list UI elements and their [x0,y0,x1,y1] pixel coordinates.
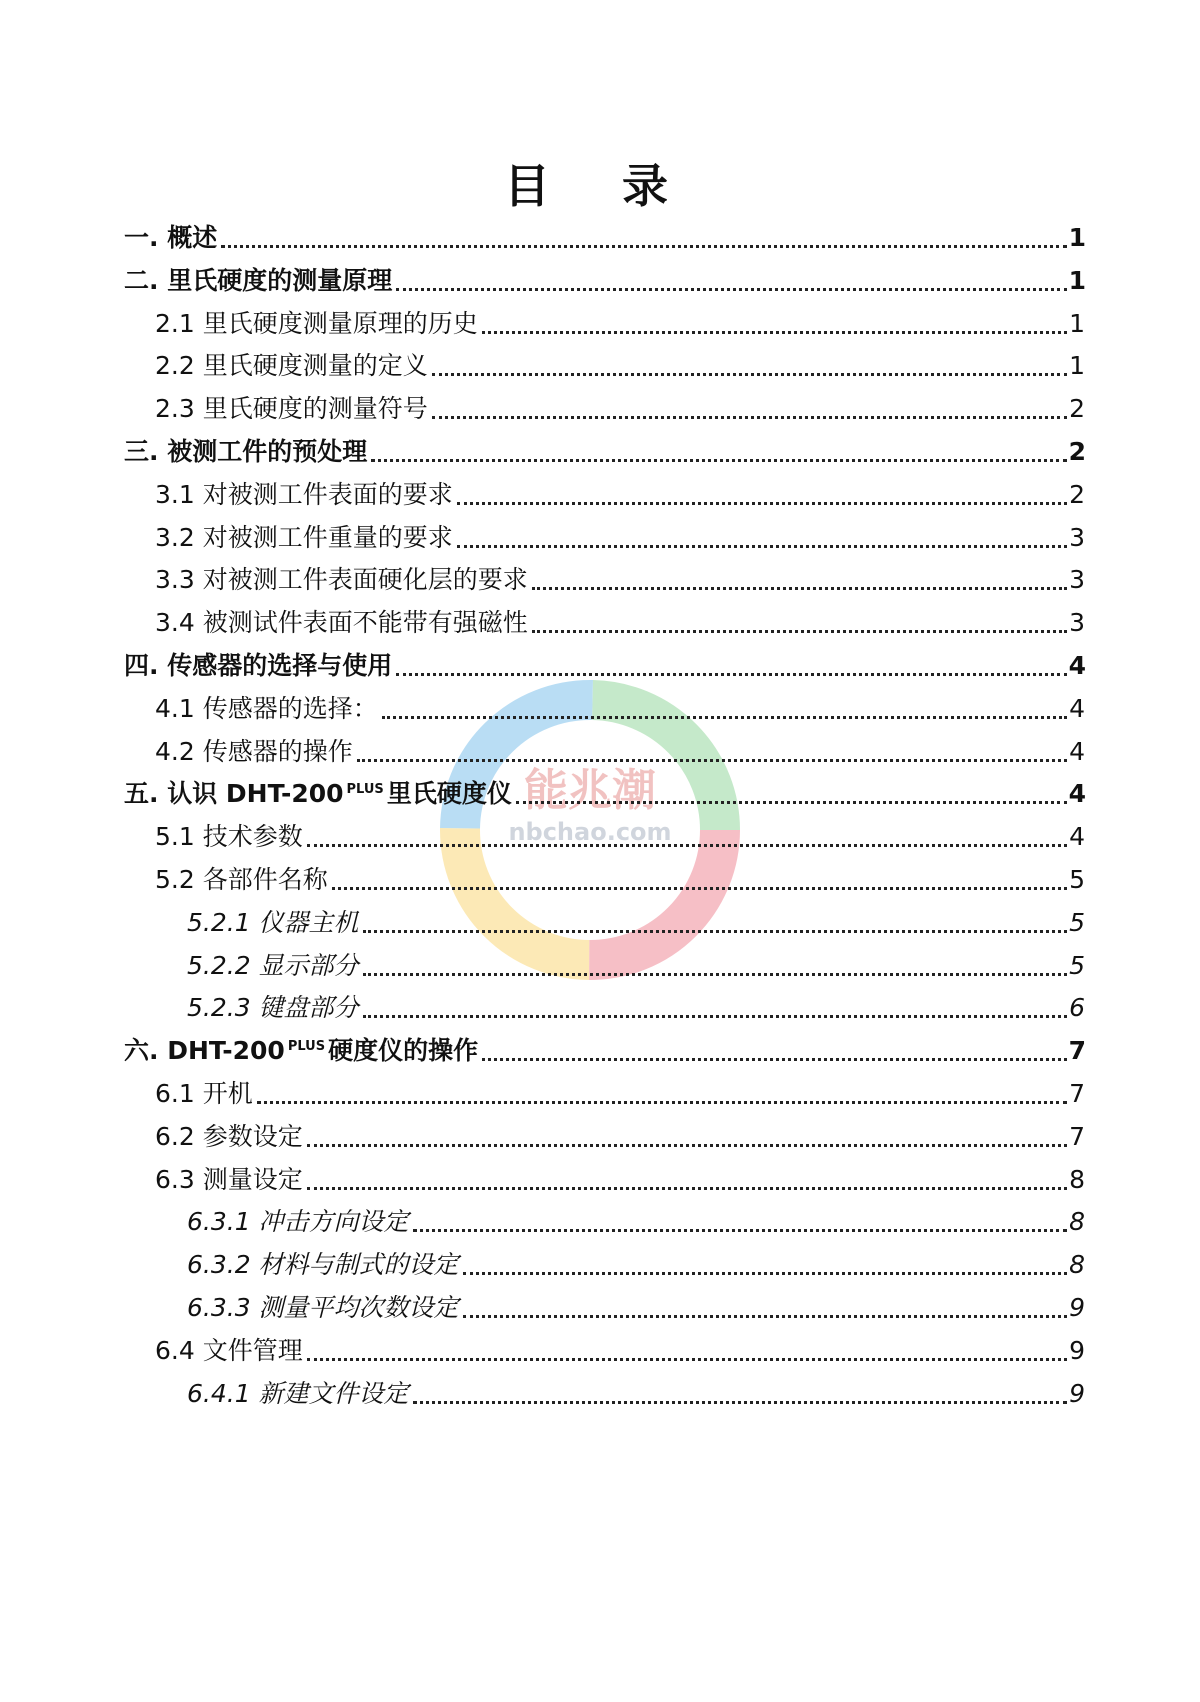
toc-entry[interactable] [155,732,1085,772]
toc-leader-dots [257,1101,1067,1104]
toc-entry-text-part: 里氏硬度仪 [386,779,512,809]
toc-entry-text: 四. 传感器的选择与使用 [124,651,393,680]
toc-page-number: 9 [1069,1335,1085,1365]
toc-leader-dots [382,716,1067,719]
toc-leader-dots [363,973,1068,976]
toc-entry[interactable] [187,1202,1085,1242]
toc-entry-text: 2.1 里氏硬度测量原理的历史 [155,308,478,338]
toc-leader-dots [396,673,1066,676]
toc-entry-superscript: PLUS [287,1038,326,1054]
toc-entry-text: 2.3 里氏硬度的测量符号 [155,394,428,424]
toc-leader-dots [357,759,1067,762]
toc-entry-text: 6.3.3 测量平均次数设定 [187,1293,459,1322]
toc-entry-text: 6.2 参数设定 [155,1121,303,1151]
toc-leader-dots [413,1229,1068,1232]
toc-page-number: 1 [1069,308,1085,338]
toc-entry[interactable] [124,432,1086,472]
toc-leader-dots [532,630,1067,633]
toc-page-number: 7 [1069,1121,1085,1151]
toc-entry[interactable] [155,389,1085,429]
watermark-text-en: nbchao.com [508,818,672,846]
toc-leader-dots [516,801,1067,804]
toc-leader-dots [413,1401,1068,1404]
toc-entry[interactable] [187,1288,1085,1328]
toc-entry[interactable] [155,346,1085,386]
toc-leader-dots [363,930,1068,933]
toc-entry-text: 一. 概述 [124,223,218,252]
toc-page-number: 3 [1069,565,1085,595]
toc-entry[interactable] [124,1031,1086,1071]
toc-leader-dots [307,1187,1067,1190]
toc-leader-dots [363,1015,1068,1018]
toc-page-number: 8 [1069,1164,1085,1194]
toc-entry-text [124,774,512,814]
toc-entry-text: 6.3.1 冲击方向设定 [187,1207,409,1237]
toc-page-number: 1 [1068,265,1086,295]
toc-page-number: 4 [1069,736,1085,766]
toc-entry-text: 3.2 对被测工件重量的要求 [155,522,453,552]
toc-entry[interactable] [124,218,1086,258]
toc-entry[interactable] [155,475,1085,515]
toc-entry-text: 6.1 开机 [155,1079,253,1108]
toc-leader-dots [482,1058,1066,1061]
toc-entry[interactable] [155,560,1085,600]
toc-page-number: 3 [1069,522,1085,552]
toc-page-number: 4 [1068,651,1086,680]
toc-page-number: 7 [1068,1036,1086,1066]
toc-entry-text: 5.1 技术参数 [155,822,303,852]
toc-page-number: 2 [1069,394,1085,424]
toc-entry-text: 6.4 文件管理 [155,1335,303,1365]
toc-page-number: 9 [1069,1378,1085,1408]
toc-leader-dots [463,1272,1068,1275]
toc-entry-text: 4.1 传感器的选择： [155,693,378,723]
toc-page-number: 7 [1069,1079,1085,1108]
toc-entry[interactable] [187,946,1085,986]
toc-page-number: 8 [1069,1207,1085,1237]
toc-entry-text: 5.2.1 仪器主机 [187,907,359,937]
toc-page-number: 5 [1069,950,1085,980]
watermark-text-cn: 能兆潮 [524,765,656,816]
toc-leader-dots [307,1144,1067,1147]
toc-page-number: 6 [1069,993,1085,1023]
toc-leader-dots [463,1315,1068,1318]
toc-page-number: 1 [1068,223,1086,252]
toc-leader-dots [457,502,1067,505]
toc-leader-dots [482,331,1067,334]
toc-entry[interactable] [187,903,1085,943]
toc-leader-dots [432,373,1067,376]
toc-entry-text: 5.2.2 显示部分 [187,950,359,980]
toc-entry-text-part: 六. DHT-200 [124,1036,285,1066]
toc-page-number: 8 [1069,1250,1085,1280]
toc-leader-dots [432,416,1067,419]
toc-entry[interactable] [124,774,1086,814]
toc-page-number: 5 [1069,865,1085,894]
toc-entry[interactable] [155,518,1085,558]
toc-entry-text: 4.2 传感器的操作 [155,736,353,766]
toc-entry-text: 6.4.1 新建文件设定 [187,1378,409,1408]
toc-entry-text: 3.1 对被测工件表面的要求 [155,479,453,509]
toc-entry[interactable] [155,1160,1085,1200]
toc-entry-text: 二. 里氏硬度的测量原理 [124,265,393,295]
toc-entry-text: 3.3 对被测工件表面硬化层的要求 [155,565,528,595]
toc-entry-text: 6.3 测量设定 [155,1164,303,1194]
toc-page-number: 5 [1069,907,1085,937]
toc-page-number: 9 [1069,1293,1085,1322]
toc-entry[interactable] [124,261,1086,301]
toc-entry[interactable] [155,817,1085,857]
toc-entry[interactable] [124,646,1086,686]
toc-entry-text: 2.2 里氏硬度测量的定义 [155,351,428,381]
toc-entry-text: 5.2.3 键盘部分 [187,993,359,1023]
toc-page-number: 3 [1069,608,1085,638]
toc-page-number: 4 [1069,822,1085,852]
toc-entry-text: 3.4 被测试件表面不能带有强磁性 [155,608,528,638]
toc-page-number: 2 [1068,437,1086,466]
toc-entry-text: 5.2 各部件名称 [155,865,328,894]
toc-entry[interactable] [155,689,1085,729]
toc-entry[interactable] [155,1117,1085,1157]
toc-entry[interactable] [155,603,1085,643]
toc-page-number: 4 [1069,693,1085,723]
toc-title: 目 录 [503,159,696,213]
toc-entry-superscript: PLUS [346,782,384,798]
toc-page-number: 2 [1069,479,1085,509]
toc-leader-dots [532,587,1067,590]
toc-entry-text [124,1031,478,1071]
toc-entry[interactable] [187,988,1085,1028]
toc-entry-text-part: 五. 认识 DHT-200 [124,779,344,809]
toc-entry-text: 三. 被测工件的预处理 [124,437,368,466]
toc-leader-dots [371,459,1066,462]
toc-leader-dots [332,887,1067,890]
toc-entry[interactable] [187,1245,1085,1285]
toc-entry[interactable] [155,1331,1085,1371]
toc-entry[interactable] [155,304,1085,344]
toc-leader-dots [221,245,1066,248]
toc-leader-dots [396,288,1066,291]
toc-entry[interactable] [155,1074,1085,1114]
toc-page-number: 4 [1068,779,1086,809]
toc-leader-dots [307,1358,1067,1361]
toc-leader-dots [307,844,1067,847]
toc-page-number: 1 [1069,351,1085,381]
toc-entry-text: 6.3.2 材料与制式的设定 [187,1250,459,1280]
toc-entry-text-part: 硬度仪的操作 [328,1036,479,1066]
toc-entry[interactable] [187,1374,1085,1414]
toc-leader-dots [457,545,1067,548]
toc-entry[interactable] [155,860,1085,900]
